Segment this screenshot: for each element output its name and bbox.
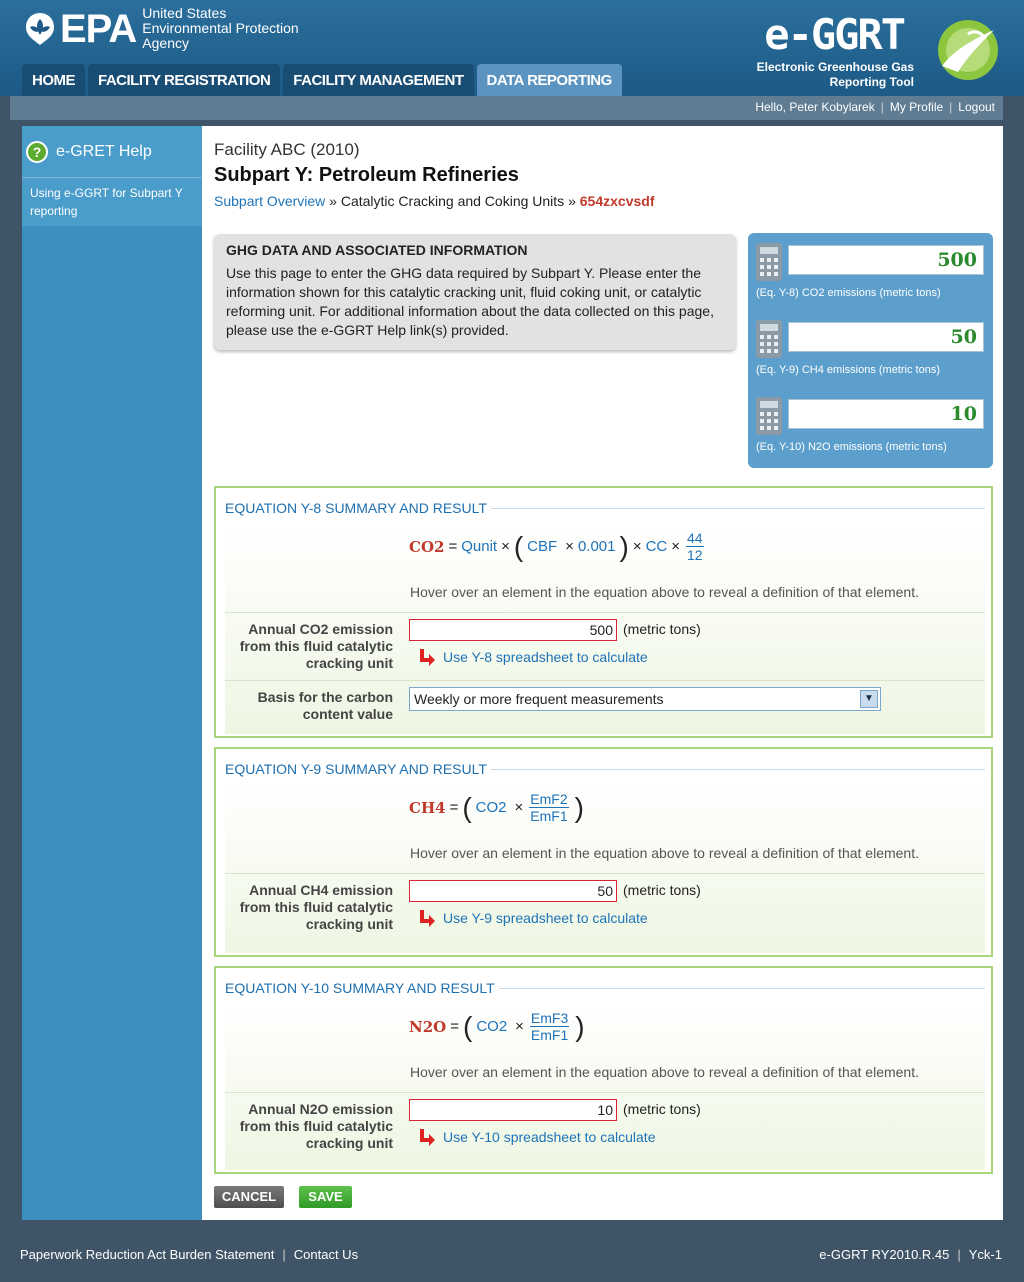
eggrt-subtitle-line: Reporting Tool xyxy=(829,75,914,89)
co2-emission-row xyxy=(225,612,985,680)
fraction-numerator: EmF3 xyxy=(530,1010,569,1026)
formula-times: × xyxy=(671,538,681,555)
footer-right xyxy=(819,1247,1002,1262)
calculator-icon xyxy=(756,397,782,435)
header xyxy=(0,0,1024,96)
red-arrow-icon xyxy=(417,1127,437,1147)
equation-y10-header xyxy=(225,980,985,996)
equation-y9-body xyxy=(225,785,985,953)
co2-emission-label: Annual CO2 emission from this fluid catalytic cracking unit xyxy=(239,621,393,671)
eggrt-wordmark: e-GGRT xyxy=(764,10,904,59)
main-content xyxy=(202,126,1003,1220)
formula-fraction[interactable] xyxy=(529,791,568,824)
formula-equals: = xyxy=(450,1018,459,1035)
user-bar xyxy=(10,96,1003,120)
formula-times: × xyxy=(632,538,642,555)
ch4-emission-label: Annual CH4 emission from this fluid catalytic cracking unit xyxy=(239,882,393,932)
info-text: Use this page to enter the GHG data required by Subpart Y. Please enter the information shown for this catalytic cracking unit, fluid coking unit, or catalytic reforming unit. For additional information about the data collected on this page, please use the e-GGRT Help link(s) provided. xyxy=(226,265,714,338)
hover-note: Hover over an element in the equation above to reveal a definition of that element. xyxy=(410,845,919,861)
epa-wordmark: EPA xyxy=(60,6,137,51)
formula-fraction[interactable] xyxy=(530,1010,569,1043)
formula-equals: = xyxy=(449,799,459,816)
breadcrumb-subpart-overview[interactable]: Subpart Overview xyxy=(214,193,326,209)
equation-y8-header xyxy=(225,500,985,516)
formula-paren: ( xyxy=(513,530,524,562)
divider: | xyxy=(282,1247,286,1262)
basis-selected-value: Weekly or more frequent measurements xyxy=(414,691,664,707)
basis-row xyxy=(225,680,985,734)
y10-spreadsheet-link[interactable] xyxy=(417,1127,655,1147)
equation-y10-title: EQUATION Y-10 SUMMARY AND RESULT xyxy=(225,980,495,996)
formula-times: × xyxy=(514,799,524,816)
epa-logo[interactable] xyxy=(22,6,299,51)
formula-result-ch4: CH4 xyxy=(409,798,446,817)
total-co2-value: 500 xyxy=(788,245,984,275)
version-text: e-GGRT RY2010.R.45 xyxy=(819,1247,950,1262)
fraction-numerator: EmF2 xyxy=(530,791,568,807)
basis-select[interactable] xyxy=(409,687,881,711)
eggrt-logo xyxy=(750,6,1000,92)
total-ch4-label: (Eq. Y-9) CH4 emissions (metric tons) xyxy=(756,364,940,376)
equation-y9-header xyxy=(225,761,985,777)
info-title: GHG DATA AND ASSOCIATED INFORMATION xyxy=(226,242,528,258)
cancel-button[interactable]: CANCEL xyxy=(214,1186,284,1208)
total-n2o-label: (Eq. Y-10) N2O emissions (metric tons) xyxy=(756,441,947,453)
equation-y10-body xyxy=(225,1004,985,1170)
breadcrumb xyxy=(214,193,654,209)
formula-co2[interactable]: CO2 xyxy=(476,1018,508,1035)
epa-flower-icon xyxy=(22,9,58,49)
fraction-denominator: EmF1 xyxy=(530,1027,569,1043)
formula-times: × xyxy=(515,1018,524,1035)
hover-note: Hover over an element in the equation above to reveal a definition of that element. xyxy=(410,584,919,600)
equation-y10-formula xyxy=(409,1010,585,1043)
ch4-emission-row xyxy=(225,873,985,953)
agency-line: United States xyxy=(142,5,227,21)
my-profile-link[interactable]: My Profile xyxy=(889,100,944,114)
formula-fraction[interactable] xyxy=(686,530,704,563)
y8-spreadsheet-link-text: Use Y-8 spreadsheet to calculate xyxy=(443,649,648,665)
y9-spreadsheet-link-text: Use Y-9 spreadsheet to calculate xyxy=(443,910,648,926)
calculator-icon xyxy=(756,243,782,281)
ch4-emission-input[interactable]: 50 xyxy=(409,880,617,902)
total-ch4 xyxy=(756,316,986,382)
help-header xyxy=(22,126,202,178)
formula-paren: ( xyxy=(462,1010,473,1042)
sidebar xyxy=(22,126,202,1220)
tab-data-reporting[interactable]: DATA REPORTING xyxy=(477,64,622,96)
tab-home[interactable]: HOME xyxy=(22,64,85,96)
total-co2 xyxy=(756,239,986,305)
fraction-denominator: 12 xyxy=(687,547,703,563)
red-arrow-icon xyxy=(417,647,437,667)
red-arrow-icon xyxy=(417,908,437,928)
eggrt-subtitle-line: Electronic Greenhouse Gas xyxy=(756,60,914,74)
tab-facility-registration[interactable]: FACILITY REGISTRATION xyxy=(88,64,280,96)
bird-globe-icon xyxy=(928,10,1000,90)
page-title: Subpart Y: Petroleum Refineries xyxy=(214,164,519,186)
contact-link[interactable]: Contact Us xyxy=(293,1247,359,1262)
equation-y8-body xyxy=(225,524,985,734)
main-nav xyxy=(22,64,625,96)
page-id: Yck-1 xyxy=(968,1247,1002,1262)
y10-spreadsheet-link-text: Use Y-10 spreadsheet to calculate xyxy=(443,1129,656,1145)
footer xyxy=(0,1232,1024,1282)
total-n2o xyxy=(756,393,986,459)
total-n2o-value: 10 xyxy=(788,399,984,429)
paperwork-link[interactable]: Paperwork Reduction Act Burden Statement xyxy=(20,1247,275,1262)
save-button[interactable]: SAVE xyxy=(299,1186,352,1208)
divider: | xyxy=(957,1247,961,1262)
y9-spreadsheet-link[interactable] xyxy=(417,908,648,928)
formula-paren: ) xyxy=(619,530,629,562)
divider: | xyxy=(949,100,953,114)
help-question-icon: ? xyxy=(26,141,48,163)
formula-constant[interactable]: 0.001 xyxy=(577,538,616,555)
chevron-down-icon[interactable]: ▼ xyxy=(860,690,878,708)
formula-qunit[interactable]: Qunit xyxy=(461,538,498,555)
user-greeting: Hello, Peter Kobylarek xyxy=(755,100,875,114)
footer-left xyxy=(20,1247,358,1262)
n2o-emission-row xyxy=(225,1092,985,1170)
basis-label: Basis for the carbon content value xyxy=(257,689,393,722)
tab-facility-management[interactable]: FACILITY MANAGEMENT xyxy=(283,64,473,96)
facility-name: Facility ABC (2010) xyxy=(214,140,360,159)
total-ch4-value: 50 xyxy=(788,322,984,352)
emission-totals-panel xyxy=(748,233,993,468)
equation-y9-section xyxy=(214,747,993,957)
hover-note: Hover over an element in the equation above to reveal a definition of that element. xyxy=(410,1064,919,1080)
formula-co2[interactable]: CO2 xyxy=(475,799,507,816)
total-co2-label: (Eq. Y-8) CO2 emissions (metric tons) xyxy=(756,287,941,299)
breadcrumb-section: Catalytic Cracking and Coking Units xyxy=(340,193,565,209)
help-link-subpart-y[interactable]: Using e-GGRT for Subpart Y reporting xyxy=(22,178,202,226)
breadcrumb-separator: » xyxy=(329,193,337,209)
formula-cc[interactable]: CC xyxy=(645,538,668,555)
formula-times: × xyxy=(565,538,574,555)
equation-y9-title: EQUATION Y-9 SUMMARY AND RESULT xyxy=(225,761,487,777)
info-box xyxy=(214,234,736,350)
logout-link[interactable]: Logout xyxy=(958,100,995,114)
formula-paren: ) xyxy=(574,791,584,823)
n2o-emission-input[interactable]: 10 xyxy=(409,1099,617,1121)
equation-y8-title: EQUATION Y-8 SUMMARY AND RESULT xyxy=(225,500,487,516)
formula-equals: = xyxy=(448,538,458,555)
equation-y10-section xyxy=(214,966,993,1174)
formula-result-n2o: N2O xyxy=(409,1017,447,1036)
formula-times: × xyxy=(501,538,510,555)
n2o-emission-label: Annual N2O emission from this fluid catalytic cracking unit xyxy=(239,1101,393,1151)
unit-label: (metric tons) xyxy=(623,882,701,898)
unit-label: (metric tons) xyxy=(623,621,701,637)
formula-paren: ) xyxy=(575,1010,585,1042)
agency-name xyxy=(142,6,298,51)
co2-emission-input[interactable]: 500 xyxy=(409,619,617,641)
formula-cbf[interactable]: CBF xyxy=(527,538,558,555)
calculator-icon xyxy=(756,320,782,358)
fraction-denominator: EmF1 xyxy=(530,808,568,824)
fraction-numerator: 44 xyxy=(687,530,703,546)
eggrt-subtitle xyxy=(757,60,914,90)
formula-result-co2: CO2 xyxy=(409,537,445,556)
agency-line: Environmental Protection xyxy=(142,20,299,36)
help-title: e-GRET Help xyxy=(56,142,152,160)
unit-label: (metric tons) xyxy=(623,1101,701,1117)
y8-spreadsheet-link[interactable] xyxy=(417,647,648,667)
equation-y9-formula xyxy=(409,791,584,824)
equation-y8-formula xyxy=(409,530,706,563)
agency-line: Agency xyxy=(142,35,189,51)
breadcrumb-separator: » xyxy=(568,193,576,209)
breadcrumb-current: 654zxcvsdf xyxy=(579,193,655,209)
divider: | xyxy=(880,100,884,114)
equation-y8-section xyxy=(214,486,993,738)
formula-paren: ( xyxy=(462,791,472,823)
